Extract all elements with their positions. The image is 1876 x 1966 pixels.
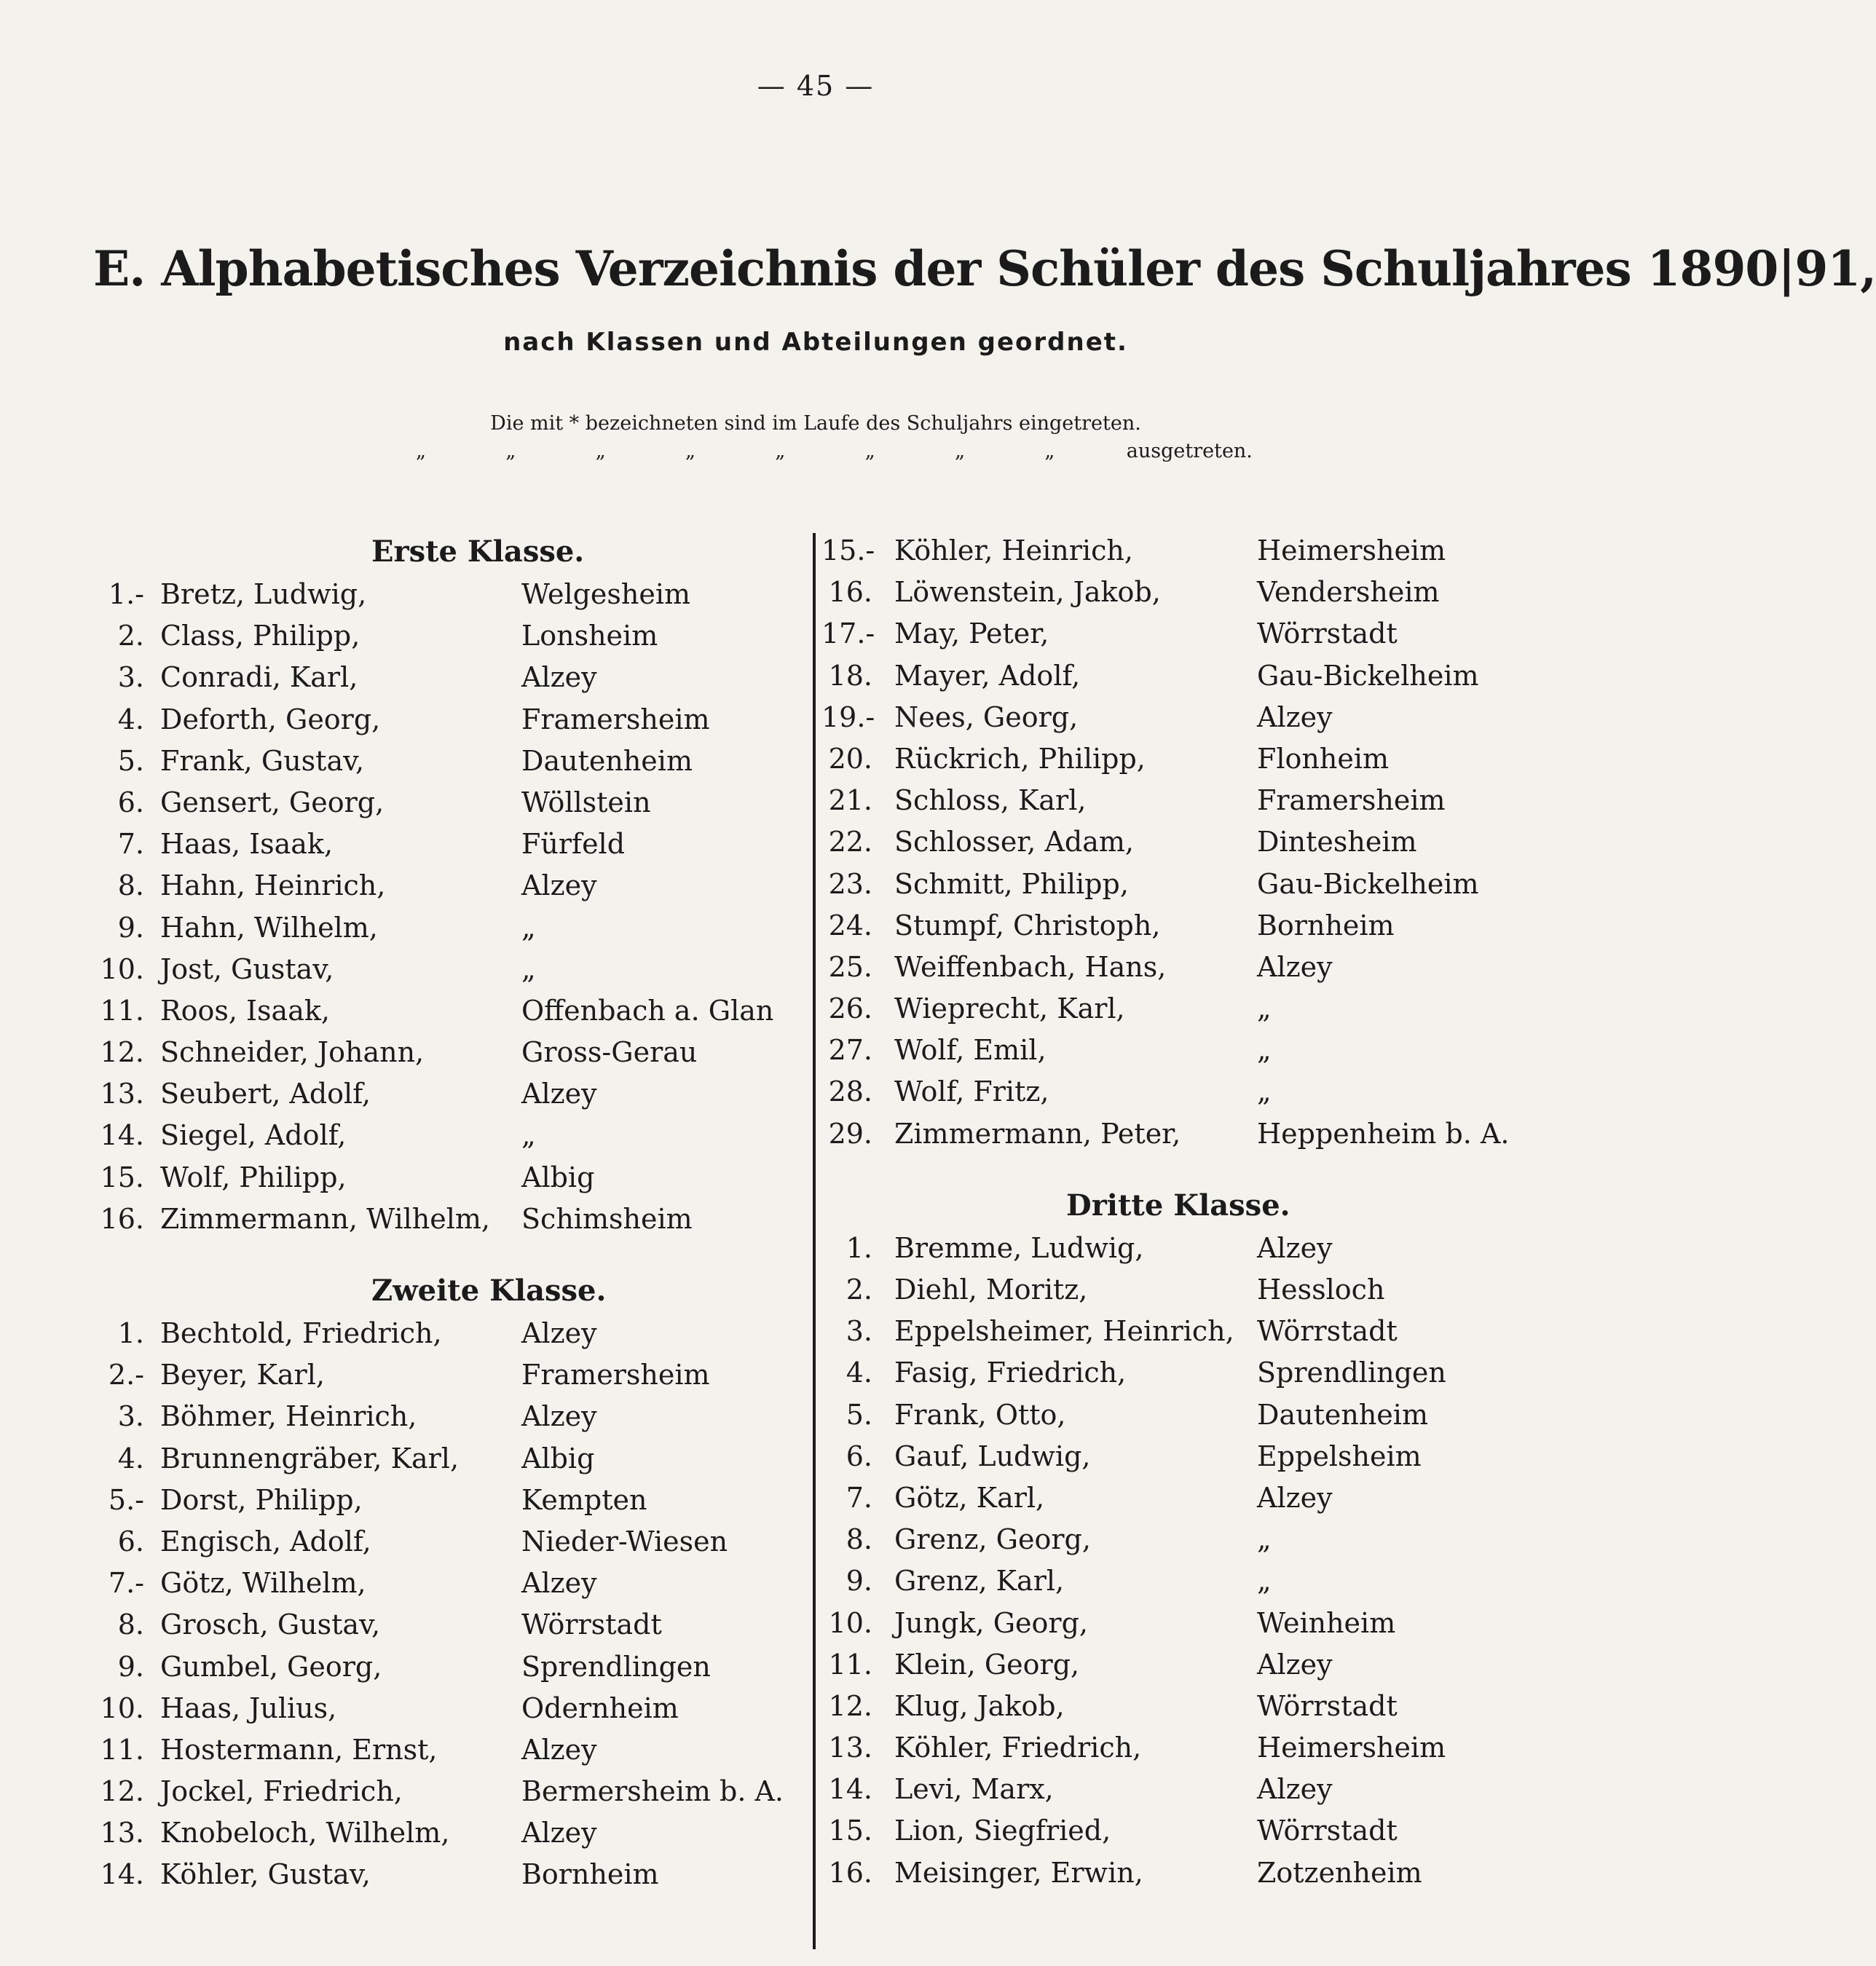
entry-number: 7.-: [108, 1567, 144, 1600]
list-item: [87, 1313, 816, 1354]
student-name: Class, Philipp,: [160, 620, 360, 652]
entry-number: 15.: [100, 1161, 144, 1193]
home-town: „: [521, 952, 536, 985]
list-item: [87, 1115, 816, 1156]
student-name: Hahn, Wilhelm,: [160, 911, 378, 944]
entry-number: 4.: [846, 1357, 872, 1389]
home-town: Alzey: [521, 1567, 597, 1600]
ditto-mark: „: [775, 440, 786, 462]
list-item: [821, 738, 1550, 780]
entry-number: 5.: [117, 744, 144, 777]
list-item: [87, 657, 816, 698]
home-town: Hessloch: [1257, 1274, 1385, 1306]
list-item: [821, 1311, 1550, 1352]
list-item: [87, 1604, 816, 1646]
ditto-mark: „: [685, 440, 696, 462]
student-name: Köhler, Friedrich,: [894, 1732, 1142, 1764]
list-item: [87, 1646, 816, 1688]
student-name: Gensert, Georg,: [160, 786, 385, 818]
home-town: Alzey: [1257, 1231, 1333, 1264]
student-name: Köhler, Heinrich,: [894, 534, 1133, 566]
student-name: Köhler, Gustav,: [160, 1858, 371, 1891]
home-town: Heimersheim: [1257, 1732, 1446, 1764]
list-item: [821, 655, 1550, 697]
student-name: Zimmermann, Wilhelm,: [160, 1202, 490, 1235]
list-item: [821, 988, 1550, 1030]
entry-number: 25.: [828, 950, 872, 983]
home-town: Welgesheim: [521, 578, 691, 610]
student-name: Engisch, Adolf,: [160, 1525, 371, 1558]
entry-number: 11.: [100, 1733, 144, 1766]
ditto-mark: „: [955, 440, 966, 462]
list-item: [87, 949, 816, 990]
home-town: Alzey: [521, 1317, 597, 1349]
entry-number: 3.: [846, 1315, 872, 1348]
entry-number: 16.: [100, 1202, 144, 1235]
home-town: Gau-Bickelheim: [1257, 867, 1479, 900]
entry-number: 12.: [100, 1775, 144, 1808]
list-item: [87, 699, 816, 741]
student-name: Dorst, Philipp,: [160, 1483, 363, 1516]
student-name: Stumpf, Christoph,: [894, 909, 1161, 941]
home-town: „: [521, 911, 536, 944]
home-town: Vendersheim: [1257, 576, 1440, 609]
home-town: Wörrstadt: [1257, 1815, 1398, 1847]
section-heading-zweite-klasse: Zweite Klasse.: [371, 1274, 607, 1308]
student-name: Haas, Isaak,: [160, 828, 334, 861]
list-item: [821, 1727, 1550, 1769]
list-item: [821, 1560, 1550, 1602]
home-town: Sprendlingen: [521, 1650, 711, 1683]
student-name: Hostermann, Ernst,: [160, 1733, 438, 1766]
student-name: Bechtold, Friedrich,: [160, 1317, 442, 1349]
entry-number: 4.: [117, 703, 144, 735]
entry-number: 21.: [828, 784, 872, 817]
list-item: [821, 821, 1550, 863]
list-item: [87, 741, 816, 782]
home-town: Offenbach a. Glan: [521, 994, 774, 1027]
entry-number: 2.-: [108, 1359, 144, 1391]
home-town: Framersheim: [521, 703, 710, 735]
list-item: [87, 990, 816, 1032]
student-name: Seubert, Adolf,: [160, 1078, 371, 1110]
student-name: Jungk, Georg,: [894, 1606, 1088, 1639]
home-town: Wörrstadt: [1257, 617, 1398, 650]
home-town: Alzey: [521, 1078, 597, 1110]
entry-number: 24.: [828, 909, 872, 941]
entry-number: 1.: [117, 1317, 144, 1349]
list-item: [821, 947, 1550, 988]
student-name: Schmitt, Philipp,: [894, 867, 1129, 900]
home-town: Alzey: [1257, 950, 1333, 983]
student-name: Böhmer, Heinrich,: [160, 1400, 417, 1433]
list-item: [87, 1521, 816, 1563]
student-name: Nees, Georg,: [894, 700, 1079, 733]
student-name: Jost, Gustav,: [160, 952, 334, 985]
student-name: Meisinger, Erwin,: [894, 1856, 1143, 1889]
entry-number: 7.: [117, 828, 144, 861]
page-title: E. Alphabetisches Verzeichnis der Schüler des Schuljahres 1890|91,: [93, 240, 1876, 297]
student-name: Gumbel, Georg,: [160, 1650, 382, 1683]
home-town: Bornheim: [1257, 909, 1395, 941]
note-text: ausgetreten.: [1126, 440, 1253, 462]
entry-number: 1.: [846, 1231, 872, 1264]
student-name: Wolf, Philipp,: [160, 1161, 347, 1193]
list-item: [87, 574, 816, 615]
ditto-mark: „: [1044, 440, 1055, 462]
student-name: Lion, Siegfried,: [894, 1815, 1111, 1847]
student-name: Beyer, Karl,: [160, 1359, 325, 1391]
home-town: Nieder-Wiesen: [521, 1525, 728, 1558]
home-town: Albig: [521, 1442, 595, 1474]
home-town: „: [1257, 992, 1272, 1025]
entry-number: 5.: [846, 1398, 872, 1431]
list-item: [821, 572, 1550, 613]
list-item: [87, 865, 816, 907]
home-town: Heimersheim: [1257, 534, 1446, 566]
list-item: [87, 1438, 816, 1480]
entry-number: 8.: [117, 1608, 144, 1641]
list-item: [87, 1199, 816, 1240]
home-town: Alzey: [1257, 1648, 1333, 1681]
entry-number: 12.: [828, 1689, 872, 1722]
list-item: [821, 530, 1550, 572]
entry-number: 4.: [117, 1442, 144, 1474]
student-name: Schloss, Karl,: [894, 784, 1087, 817]
section-heading-dritte-klasse: Dritte Klasse.: [1066, 1188, 1290, 1223]
home-town: Wörrstadt: [1257, 1315, 1398, 1348]
entry-number: 18.: [828, 659, 872, 692]
entry-number: 3.: [117, 661, 144, 694]
student-name: Knobeloch, Wilhelm,: [160, 1817, 450, 1849]
student-name: Bretz, Ludwig,: [160, 578, 367, 610]
student-name: May, Peter,: [894, 617, 1049, 650]
entry-number: 6.: [117, 1525, 144, 1558]
home-town: Dautenheim: [521, 744, 693, 777]
home-town: Sprendlingen: [1257, 1357, 1446, 1389]
home-town: Weinheim: [1257, 1606, 1396, 1639]
list-item: [821, 613, 1550, 655]
list-item: [821, 1228, 1550, 1269]
list-item: [821, 1686, 1550, 1727]
list-item: [87, 1854, 816, 1895]
zweite-klasse-list: [87, 1313, 816, 1896]
student-name: Gauf, Ludwig,: [894, 1440, 1091, 1472]
list-item: [821, 1603, 1550, 1644]
entry-number: 22.: [828, 826, 872, 858]
dritte-klasse-list: [821, 1228, 1550, 1894]
legend-note-left: [408, 440, 1253, 462]
entry-number: 26.: [828, 992, 872, 1025]
student-name: Götz, Karl,: [894, 1481, 1045, 1514]
student-name: Deforth, Georg,: [160, 703, 381, 735]
entry-number: 19.-: [821, 700, 875, 733]
section-heading-erste-klasse: Erste Klasse.: [371, 534, 585, 569]
entry-number: 2.: [117, 620, 144, 652]
student-name: Brunnengräber, Karl,: [160, 1442, 460, 1474]
page-number: — 45 —: [757, 70, 875, 102]
entry-number: 10.: [100, 1691, 144, 1724]
list-item: [87, 1396, 816, 1437]
entry-number: 14.: [100, 1858, 144, 1891]
entry-number: 9.: [117, 1650, 144, 1683]
home-town: „: [521, 1119, 536, 1152]
home-town: „: [1257, 1034, 1272, 1067]
list-item: [821, 1852, 1550, 1894]
list-item: [87, 1688, 816, 1729]
student-name: Weiffenbach, Hans,: [894, 950, 1167, 983]
list-item: [87, 1073, 816, 1115]
home-town: Alzey: [521, 1400, 597, 1433]
home-town: Bermersheim b. A.: [521, 1775, 784, 1808]
list-item: [821, 1394, 1550, 1436]
list-item: [87, 615, 816, 657]
student-name: Eppelsheimer, Heinrich,: [894, 1315, 1234, 1348]
list-item: [821, 1269, 1550, 1311]
home-town: Schimsheim: [521, 1202, 693, 1235]
right-column: [821, 530, 1550, 1894]
entry-number: 13.: [828, 1732, 872, 1764]
student-name: Wolf, Emil,: [894, 1034, 1047, 1067]
student-name: Wolf, Fritz,: [894, 1075, 1049, 1108]
page-subtitle: nach Klassen und Abteilungen geordnet.: [503, 328, 1128, 357]
ditto-mark: „: [595, 440, 606, 462]
student-name: Grenz, Georg,: [894, 1523, 1091, 1556]
home-town: Gau-Bickelheim: [1257, 659, 1479, 692]
home-town: Zotzenheim: [1257, 1856, 1422, 1889]
student-name: Diehl, Moritz,: [894, 1274, 1088, 1306]
home-town: Alzey: [521, 1817, 597, 1849]
list-item: [821, 1071, 1550, 1113]
student-name: Frank, Gustav,: [160, 744, 365, 777]
home-town: Alzey: [521, 869, 597, 902]
entry-number: 13.: [100, 1078, 144, 1110]
entry-number: 3.: [117, 1400, 144, 1433]
list-item: [87, 1032, 816, 1073]
home-town: Eppelsheim: [1257, 1440, 1422, 1472]
home-town: Alzey: [1257, 700, 1333, 733]
student-name: Jockel, Friedrich,: [160, 1775, 403, 1808]
list-item: [87, 907, 816, 949]
student-name: Wieprecht, Karl,: [894, 992, 1125, 1025]
entry-number: 14.: [828, 1773, 872, 1806]
entry-number: 1.-: [108, 578, 144, 610]
entry-number: 7.: [846, 1481, 872, 1514]
student-name: Conradi, Karl,: [160, 661, 358, 694]
home-town: Framersheim: [1257, 784, 1446, 817]
list-item: [821, 1436, 1550, 1477]
home-town: Fürfeld: [521, 828, 626, 861]
home-town: „: [1257, 1075, 1272, 1108]
ditto-mark: „: [416, 440, 426, 462]
entry-number: 14.: [100, 1119, 144, 1152]
student-name: Rückrich, Philipp,: [894, 742, 1146, 775]
list-item: [87, 1354, 816, 1396]
student-name: Frank, Otto,: [894, 1398, 1066, 1431]
entry-number: 5.-: [108, 1483, 144, 1516]
home-town: Framersheim: [521, 1359, 710, 1391]
list-item: [87, 1480, 816, 1521]
entry-number: 11.: [100, 994, 144, 1027]
student-name: Roos, Isaak,: [160, 994, 330, 1027]
list-item: [821, 1030, 1550, 1071]
entry-number: 9.: [117, 911, 144, 944]
entry-number: 13.: [100, 1817, 144, 1849]
list-item: [821, 1769, 1550, 1810]
home-town: Bornheim: [521, 1858, 659, 1891]
list-item: [821, 1352, 1550, 1394]
entry-number: 10.: [828, 1606, 872, 1639]
erste-klasse-continued-list: [821, 530, 1550, 1155]
student-name: Hahn, Heinrich,: [160, 869, 386, 902]
list-item: [821, 864, 1550, 905]
home-town: Albig: [521, 1161, 595, 1193]
home-town: Wörrstadt: [521, 1608, 662, 1641]
home-town: Alzey: [1257, 1773, 1333, 1806]
student-name: Grenz, Karl,: [894, 1565, 1065, 1598]
home-town: Lonsheim: [521, 620, 658, 652]
student-name: Haas, Julius,: [160, 1691, 337, 1724]
student-name: Löwenstein, Jakob,: [894, 576, 1161, 609]
entry-number: 12.: [100, 1036, 144, 1069]
list-item: [821, 697, 1550, 738]
list-item: [821, 1477, 1550, 1519]
student-name: Fasig, Friedrich,: [894, 1357, 1127, 1389]
home-town: „: [1257, 1565, 1272, 1598]
home-town: Alzey: [521, 1733, 597, 1766]
entry-number: 15.: [828, 1815, 872, 1847]
ditto-mark: „: [864, 440, 875, 462]
home-town: Wörrstadt: [1257, 1689, 1398, 1722]
student-name: Siegel, Adolf,: [160, 1119, 347, 1152]
list-item: [87, 1812, 816, 1854]
student-name: Zimmermann, Peter,: [894, 1117, 1181, 1150]
entry-number: 8.: [117, 869, 144, 902]
list-item: [87, 782, 816, 824]
list-item: [87, 824, 816, 865]
entry-number: 28.: [828, 1075, 872, 1108]
entry-number: 8.: [846, 1523, 872, 1556]
home-town: Heppenheim b. A.: [1257, 1117, 1510, 1150]
entry-number: 6.: [846, 1440, 872, 1472]
entry-number: 6.: [117, 786, 144, 818]
list-item: [87, 1157, 816, 1199]
ditto-mark: „: [505, 440, 516, 462]
student-name: Bremme, Ludwig,: [894, 1231, 1144, 1264]
home-town: Dintesheim: [1257, 826, 1417, 858]
student-name: Götz, Wilhelm,: [160, 1567, 366, 1600]
home-town: Flonheim: [1257, 742, 1390, 775]
entry-number: 23.: [828, 867, 872, 900]
entry-number: 9.: [846, 1565, 872, 1598]
entry-number: 15.-: [821, 534, 875, 566]
entry-number: 11.: [828, 1648, 872, 1681]
home-town: „: [1257, 1523, 1272, 1556]
entry-number: 29.: [828, 1117, 872, 1150]
student-name: Klug, Jakob,: [894, 1689, 1065, 1722]
student-name: Klein, Georg,: [894, 1648, 1080, 1681]
list-item: [821, 1519, 1550, 1560]
list-item: [87, 1771, 816, 1812]
list-item: [87, 1729, 816, 1771]
student-name: Levi, Marx,: [894, 1773, 1054, 1806]
list-item: [821, 905, 1550, 947]
home-town: Alzey: [1257, 1481, 1333, 1514]
list-item: [821, 1810, 1550, 1852]
list-item: [87, 1563, 816, 1604]
list-item: [821, 1113, 1550, 1155]
entry-number: 16.: [828, 1856, 872, 1889]
home-town: Odernheim: [521, 1691, 679, 1724]
home-town: Kempten: [521, 1483, 647, 1516]
list-item: [821, 780, 1550, 821]
entry-number: 10.: [100, 952, 144, 985]
list-item: [821, 1644, 1550, 1686]
home-town: Alzey: [521, 661, 597, 694]
student-name: Grosch, Gustav,: [160, 1608, 381, 1641]
entry-number: 27.: [828, 1034, 872, 1067]
left-column: [87, 530, 816, 1896]
entry-number: 17.-: [821, 617, 875, 650]
erste-klasse-list: [87, 574, 816, 1240]
home-town: Gross-Gerau: [521, 1036, 698, 1069]
entry-number: 16.: [828, 576, 872, 609]
home-town: Dautenheim: [1257, 1398, 1428, 1431]
entry-number: 20.: [828, 742, 872, 775]
student-name: Schlosser, Adam,: [894, 826, 1134, 858]
legend-note-entered: Die mit * bezeichneten sind im Laufe des Schuljahrs eingetreten.: [490, 412, 1141, 435]
home-town: Wöllstein: [521, 786, 651, 818]
student-name: Mayer, Adolf,: [894, 659, 1081, 692]
entry-number: 2.: [846, 1274, 872, 1306]
student-name: Schneider, Johann,: [160, 1036, 425, 1069]
